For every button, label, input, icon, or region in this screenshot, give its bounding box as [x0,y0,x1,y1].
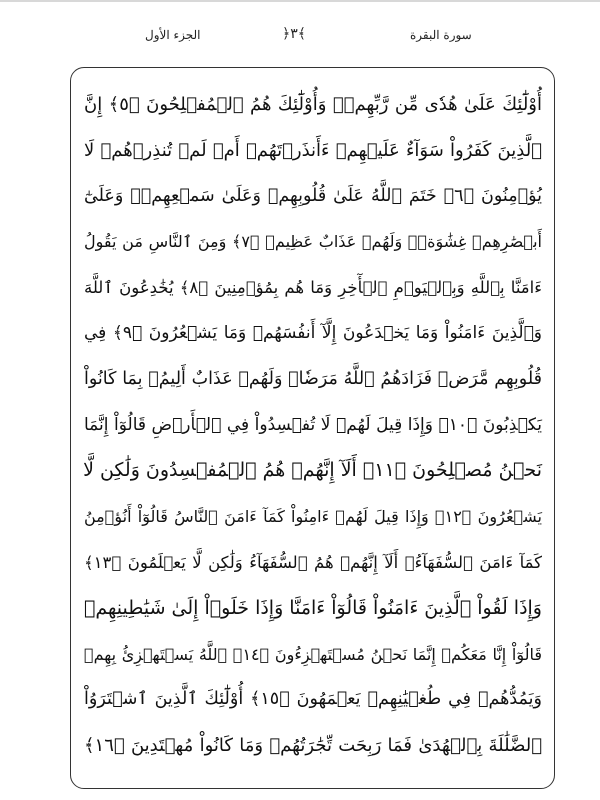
text-line: وَٱلَّذِينَ ءَامَنُواْ وَمَا يَخۡدَعُونَ إِلَّآ أَنفُسَهُمۡ وَمَا يَشۡعُرُونَ ﴿٩﴾ فِي [84,322,543,343]
text-line: وَإِذَا لَقُواْ ٱلَّذِينَ ءَامَنُواْ قَالُوٓاْ ءَامَنَّا وَإِذَا خَلَوۡاْ إِلَىٰ شَيَٰطِينِهِمۡ [84,596,542,619]
page-number: ﴿٣﴾ [282,26,306,42]
text-line: ءَامَنَّا بِٱللَّهِ وَبِٱلۡيَوۡمِ ٱلۡأٓخِرِ وَمَا هُم بِمُؤۡمِنِينَ ﴿٨﴾ يُخَٰدِعُونَ ٱللَّهَ [84,278,542,298]
text-line: يَشۡعُرُونَ ﴿١٢﴾ وَإِذَا قِيلَ لَهُمۡ ءَامِنُواْ كَمَآ ءَامَنَ ٱلنَّاسُ قَالُوٓاْ أَنُؤۡمِنُ [84,507,542,527]
text-line: أُوْلَٰٓئِكَ عَلَىٰ هُدٗى مِّن رَّبِّهِمۡۖ وَأُوْلَٰٓئِكَ هُمُ ٱلۡمُفۡلِحُونَ ﴿٥﴾ إِنَّ [84,94,542,115]
text-line: ٱلَّذِينَ كَفَرُواْ سَوَآءٌ عَلَيۡهِمۡ ءَأَنذَرۡتَهُمۡ أَمۡ لَمۡ تُنذِرۡهُمۡ لَا [84,139,542,161]
surah-name: سورة البقرة [410,28,472,42]
text-line: يُؤۡمِنُونَ ﴿٦﴾ خَتَمَ ٱللَّهُ عَلَىٰ قُلُوبِهِمۡ وَعَلَىٰ سَمۡعِهِمۡۖ وَعَلَىٰٓ [84,185,542,206]
top-divider [0,0,600,2]
text-line: أَبۡصَٰرِهِمۡ غِشَٰوَةٞۖ وَلَهُمۡ عَذَابٌ عَظِيمٞ ﴿٧﴾ وَمِنَ ٱلنَّاسِ مَن يَقُولُ [84,232,543,252]
text-line: قَالُوٓاْ إِنَّا مَعَكُمۡ إِنَّمَا نَحۡنُ مُسۡتَهۡزِءُونَ ﴿١٤﴾ ٱللَّهُ يَسۡتَهۡزِئُ بِهِمۡ [84,644,542,664]
quran-text [84,82,542,769]
text-line: وَيَمُدُّهُمۡ فِي طُغۡيَٰنِهِمۡ يَعۡمَهُونَ ﴿١٥﴾ أُوْلَٰٓئِكَ ٱلَّذِينَ ٱشۡتَرَوُاْ [84,689,542,710]
page-header [0,24,600,48]
text-line: قُلُوبِهِم مَّرَضٞ فَزَادَهُمُ ٱللَّهُ مَرَضٗاۖ وَلَهُمۡ عَذَابٌ أَلِيمُۢ بِمَا كَانُواْ [84,368,542,389]
text-line: ٱلضَّلَٰلَةَ بِٱلۡهُدَىٰ فَمَا رَبِحَت تِّجَٰرَتُهُمۡ وَمَا كَانُواْ مُهۡتَدِينَ ﴿١٦﴾ [84,735,542,757]
text-line: يَكۡذِبُونَ ﴿١٠﴾ وَإِذَا قِيلَ لَهُمۡ لَا تُفۡسِدُواْ فِي ٱلۡأَرۡضِ قَالُوٓاْ إِنَّمَا [84,414,542,435]
juz-name: الجزء الأول [145,28,201,42]
text-line: كَمَآ ءَامَنَ ٱلسُّفَهَآءُۗ أَلَآ إِنَّهُمۡ هُمُ ٱلسُّفَهَآءُ وَلَٰكِن لَّا يَعۡلَمُونَ ﴿١٣﴾ [84,552,542,572]
text-line: نَحۡنُ مُصۡلِحُونَ ﴿١١﴾ أَلَآ إِنَّهُمۡ هُمُ ٱلۡمُفۡسِدُونَ وَلَٰكِن لَّا [83,459,542,482]
